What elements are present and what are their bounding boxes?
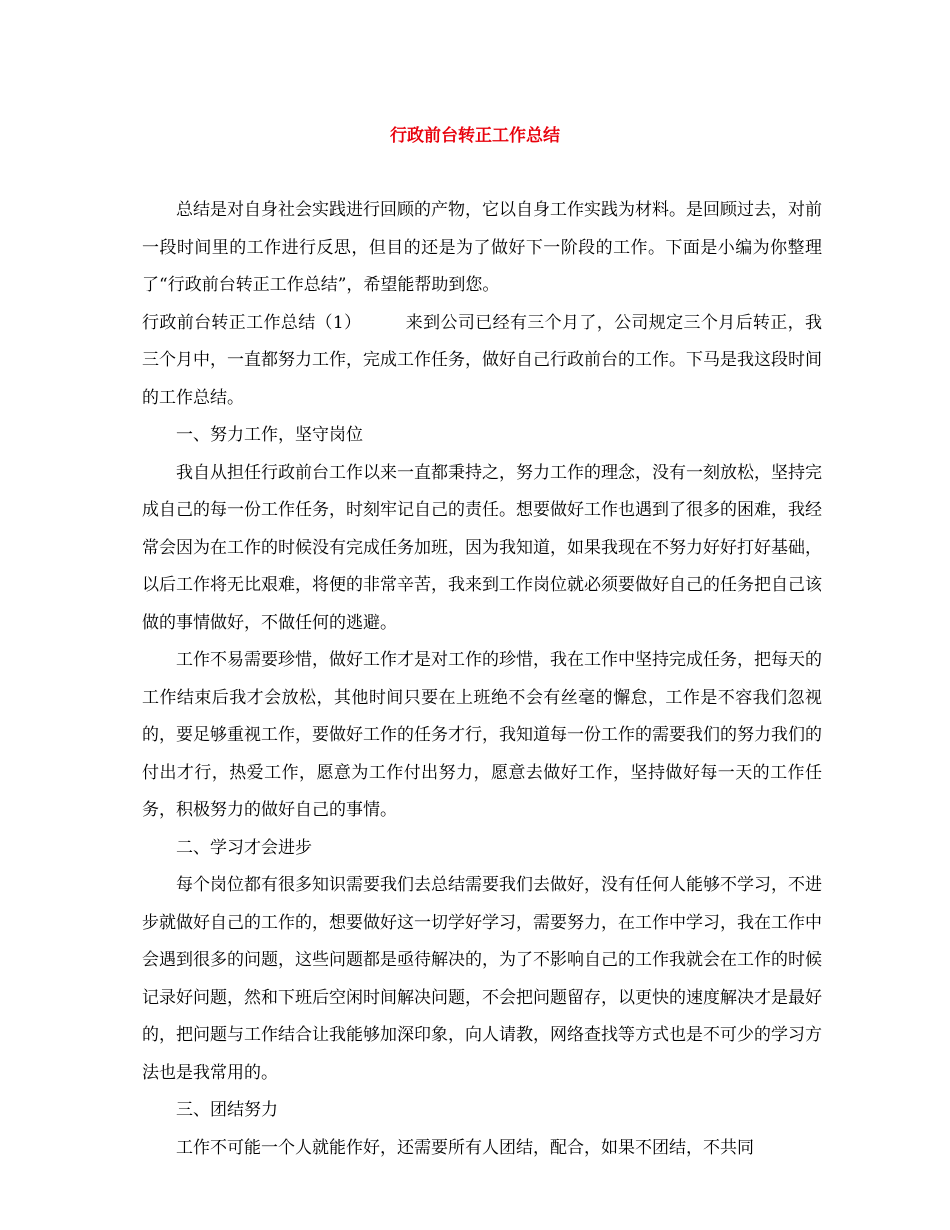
heading-1: 一、努力工作，坚守岗位 [176,425,363,445]
heading-3: 三、团结努力 [176,1100,278,1120]
document-title: 行政前台转正工作总结 [390,126,560,146]
paragraph-2: 工作不易需要珍惜，做好工作才是对工作的珍惜，我在工作中坚持完成任务，把每天的工作结束后我才会放松，其他时间只要在上班绝不会有丝毫的懈怠，工作是不容我们忽视的，要足够重视工作，要做好工作的任务才行，我知道每一份工作的需要我们的努力我们的付出才行，热爱工作，愿意为工作付出努力，愿意去做好工作，坚持做好每一天的工作任务，积极努力的做好自己的事情。 [142,650,822,820]
intro-paragraph: 总结是对自身社会实践进行回顾的产物，它以自身工作实践为材料。是回顾过去，对前一段时间里的工作进行反思，但目的还是为了做好下一阶段的工作。下面是小编为你整理了“行政前台转正工作总结”，希望能帮助到您。 [142,200,822,295]
document-body [142,192,822,1167]
opening-text: 来到公司已经有三个月了，公司规定三个月后转正，我三个月中，一直都努力工作，完成工作任务，做好自己行政前台的工作。下马是我这段时间的工作总结。 [142,312,822,408]
heading-2: 二、学习才会进步 [176,837,312,858]
paragraph-1: 我自从担任行政前台工作以来一直都秉持之，努力工作的理念，没有一刻放松，坚持完成自己的每一份工作任务，时刻牢记自己的责任。想要做好工作也遇到了很多的困难，我经常会因为在工作的时候没有完成任务加班，因为我知道，如果我现在不努力好好打好基础，以后工作将无比艰难，将便的非常辛苦，我来到工作岗位就必须要做好自己的任务把自己该做的事情做好，不做任何的逃避。 [142,462,822,633]
paragraph-3: 每个岗位都有很多知识需要我们去总结需要我们去做好，没有任何人能够不学习，不进步就做好自己的工作的，想要做好这一切学好学习，需要努力，在工作中学习，我在工作中会遇到很多的问题，这些问题都是亟待解决的，为了不影响自己的工作我就会在工作的时候记录好问题，然和下班后空闲时间解决问题，不会把问题留存，以更快的速度解决才是最好的，把问题与工作结合让我能够加深印象，向人请教，网络查找等方式也是不可少的学习方法也是我常用的。 [142,875,822,1083]
paragraph-4: 工作不可能一个人就能作好，还需要所有人团结，配合，如果不团结，不共同 [176,1137,754,1158]
section-label: 行政前台转正工作总结（1） [142,312,362,333]
section-one-paragraph [142,305,822,418]
